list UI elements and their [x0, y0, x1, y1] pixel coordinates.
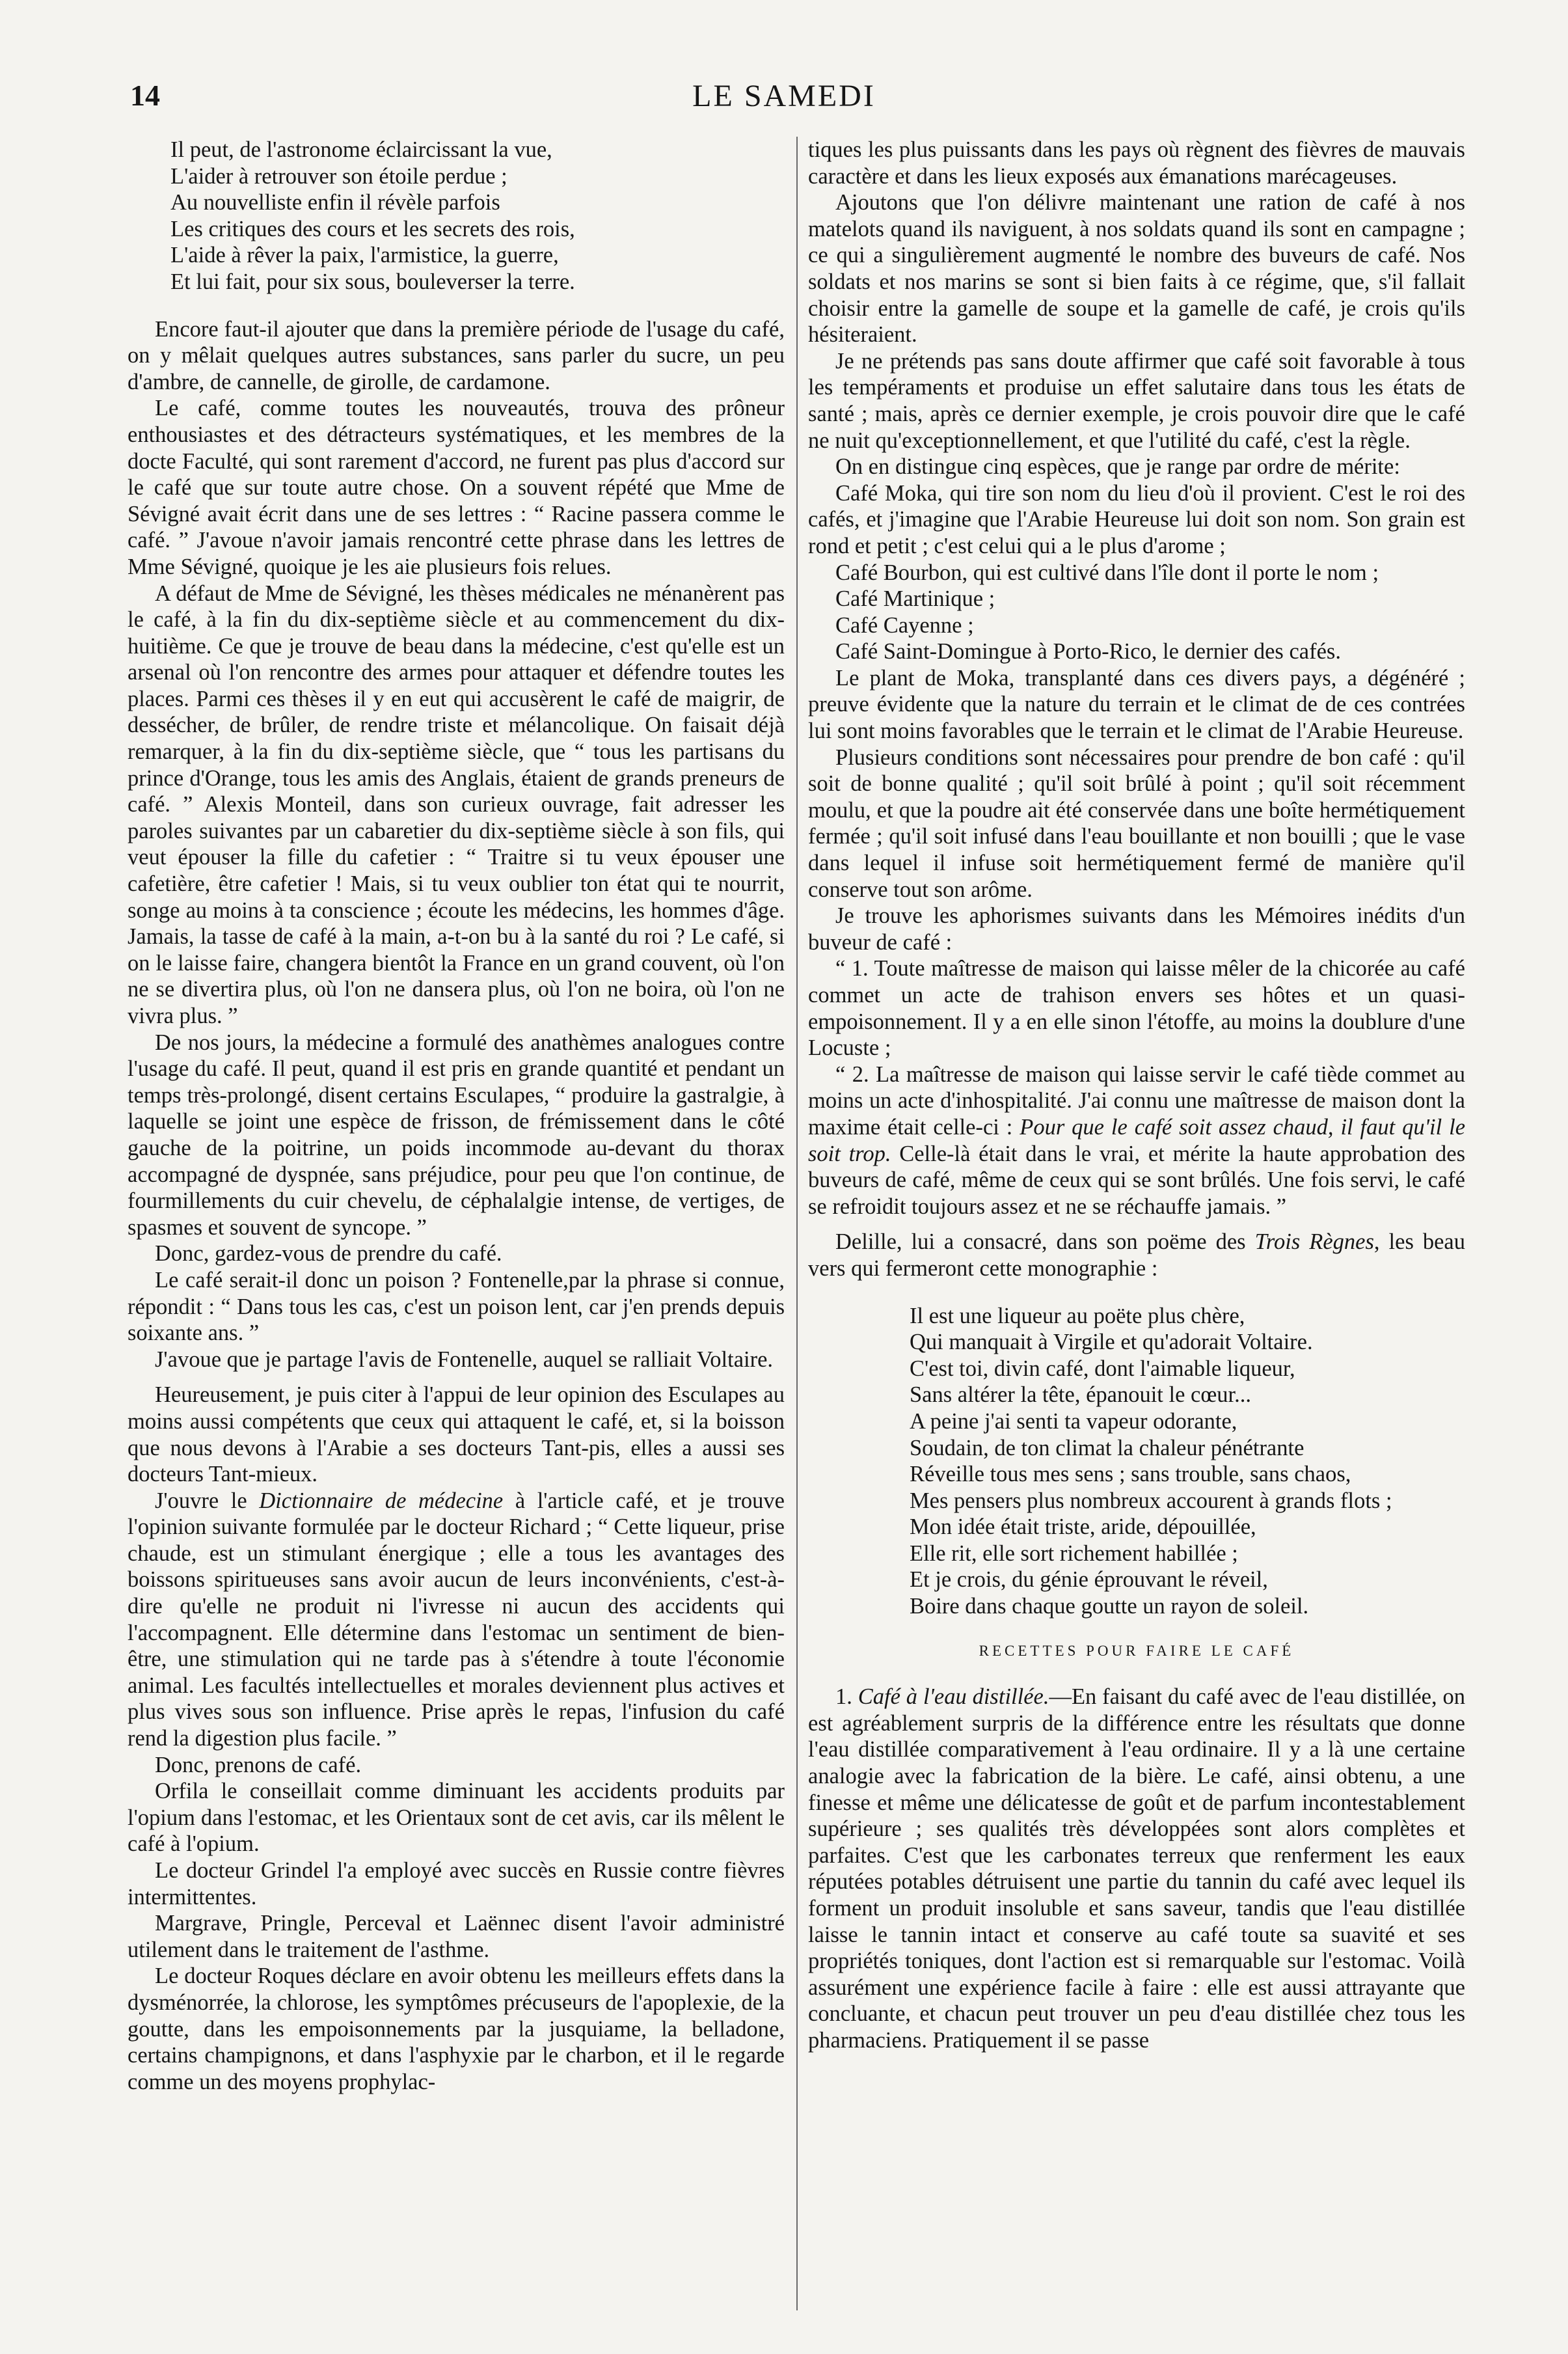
- maxim-quote: Pour que le café soit assez chaud, il faut qu'il le soit trop.: [808, 1114, 1466, 1166]
- paragraph: J'avoue que je partage l'avis de Fontenelle, auquel se ralliait Voltaire.: [155, 1347, 774, 1372]
- poem-line: Elle rit, elle sort richement habillée ;: [910, 1540, 1238, 1566]
- list-item: Café Cayenne ;: [835, 612, 974, 638]
- paragraph: A défaut de Mme de Sévigné, les thèses médicales ne ménanèrent pas le café, à la fin du dix-septième siècle et au commencement du dix-huitième. Ce que je trouve de beau dans la médecine, c'est qu'elle est un arsenal où l'on rencontre des armes pour attaquer et défendre toutes les places. Parmi ces thèses il y en eut qui accusèrent le café de maigrir, de dessécher, de brûler, de rendre triste et mélancolique. On faisait déjà remarquer, à la fin du dix-septième siècle, que “ tous les partisans du prince d'Orange, tous les amis des Anglais, étaient de grands preneurs de café. ” Alexis Monteil, dans son curieux ouvrage, fait adresser les paroles suivantes par un cabaretier du dix-septième siècle à son fils, qui veut épouser la fille du cafetier : “ Traitre si tu veux épouser une cafetière, être cafetier ! Mais, si tu veux oublier ton état qui te nourrit, songe au moins à ta conscience ; écoute les médecins, les hommes d'âge. Jamais, la tasse de café à la main, a-t-on bu à la santé du roi ? Le café, si on le laisse faire, changera bientôt la France en un grand couvent, où l'on ne se divertira plus, où l'on ne dansera plus, où l'on ne boira, où l'on ne vivra plus. ”: [128, 581, 785, 1028]
- paragraph: Orfila le conseillait comme diminuant les accidents produits par l'opium dans l'estomac, et les Orientaux sont de cet avis, car ils mêlent le café à l'opium.: [128, 1779, 785, 1857]
- poem-line: C'est toi, divin café, dont l'aimable liqueur,: [910, 1356, 1295, 1381]
- paragraph: Encore faut-il ajouter que dans la première période de l'usage du café, on y mêlait quelques autres substances, sans parler du sucre, un peu d'ambre, de cannelle, de girolle, de cardamone.: [128, 316, 785, 394]
- paragraph: Donc, prenons de café.: [155, 1752, 362, 1777]
- paragraph: Plusieurs conditions sont nécessaires pour prendre de bon café : qu'il soit de bonne qualité ; qu'il soit brûlé à point ; qu'il soit récemment moulu, et que la poudre ait été conservée dans une boîte hermétiquement fermée ; qu'il soit infusé dans l'eau bouillante et non bouilli ; que le vase dans lequel il infuse soit hermétiquement fermé de manière qu'il conserve tout son arôme.: [808, 745, 1465, 902]
- left-column: [128, 137, 785, 2095]
- paragraph: Le café serait-il donc un poison ? Fontenelle,par la phrase si connue, répondit : “ Dans tous les cas, c'est un poison lent, car j'en prends depuis soixante ans. ”: [128, 1267, 785, 1346]
- poem-line: Et lui fait, pour six sous, bouleverser la terre.: [170, 269, 575, 294]
- poem-line: Au nouvelliste enfin il révèle parfois: [170, 190, 500, 215]
- section-heading: RECETTES POUR FAIRE LE CAFÉ: [979, 1642, 1295, 1659]
- poem-line: A peine j'ai senti ta vapeur odorante,: [910, 1408, 1237, 1434]
- list-item: Café Saint-Domingue à Porto-Rico, le dernier des cafés.: [835, 639, 1341, 664]
- paragraph: Je trouve les aphorismes suivants dans les Mémoires inédits d'un buveur de café :: [808, 903, 1465, 955]
- poem-line: Boire dans chaque goutte un rayon de soleil.: [910, 1594, 1309, 1619]
- right-column: [808, 137, 1465, 2054]
- poem-line: Mon idée était triste, aride, dépouillée,: [910, 1514, 1256, 1540]
- dictionary-title: Dictionnaire de médecine: [259, 1488, 504, 1513]
- poem-title: Trois Règnes: [1254, 1229, 1374, 1255]
- list-item: Café Bourbon, qui est cultivé dans l'île dont il porte le nom ;: [835, 560, 1379, 585]
- closing-poem: [910, 1303, 1465, 1620]
- column-divider: [796, 137, 798, 2310]
- page-header: [0, 78, 1568, 124]
- poem-line: Mes pensers plus nombreux accourent à grands flots ;: [910, 1488, 1392, 1513]
- running-title: LE SAMEDI: [692, 79, 876, 113]
- list-item: Café Martinique ;: [835, 586, 995, 612]
- poem-line: L'aide à rêver la paix, l'armistice, la guerre,: [170, 243, 559, 268]
- page-number: 14: [130, 79, 160, 112]
- paragraph: Je ne prétends pas sans doute affirmer que café soit favorable à tous les tempéraments et produise un effet salutaire dans tous les états de santé ; mais, après ce dernier exemple, je crois pouvoir dire que le café ne nuit qu'exceptionnellement, et que l'utilité du café, c'est la règle.: [808, 348, 1465, 453]
- poem-line: Soudain, de ton climat la chaleur pénétrante: [910, 1435, 1304, 1460]
- paragraph: Ajoutons que l'on délivre maintenant une ration de café à nos matelots quand ils naviguent, à nos soldats quand ils sont en campagne ; ce qui a singulièrement augmenté le nombre des buveurs de café. Nos soldats et nos marins se sont si bien faits à ce régime, que, s'il fallait choisir entre la gamelle de soupe et la gamelle de café, je crois qu'ils hésiteraient.: [808, 190, 1465, 348]
- paragraph: “ 1. Toute maîtresse de maison qui laisse mêler de la chicorée au café commet un acte de trahison envers ses hôtes et un quasi-empoisonnement. Il y a en elle sinon l'étoffe, au moins la doublure d'une Locuste ;: [808, 956, 1465, 1061]
- poem-line: Les critiques des cours et les secrets des rois,: [170, 216, 575, 241]
- paragraph: Margrave, Pringle, Perceval et Laënnec disent l'avoir administré utilement dans le traitement de l'asthme.: [128, 1911, 785, 1962]
- paragraph: J'ouvre le Dictionnaire de médecine à l'article café, et je trouve l'opinion suivante formulée par le docteur Richard ; “ Cette liqueur, prise chaude, est un stimulant énergique ; elle a tous les avantages des boissons spiritueuses sans avoir aucun de leurs inconvénients, c'est-à-dire qu'elle ne produit ni l'ivresse ni aucun des accidents qui l'accompagnent. Elle détermine dans l'estomac un sentiment de bien-être, une stimulation qui ne tarde pas à s'étendre à toute l'économie animal. Les facultés intellectuelles et morales deviennent plus actives et plus vives sous son influence. Prise après le repas, l'infusion du café rend la digestion plus facile. ”: [128, 1488, 785, 1751]
- poem-line: L'aider à retrouver son étoile perdue ;: [170, 163, 507, 189]
- recipe-title: Café à l'eau distillée.: [858, 1684, 1049, 1710]
- paragraph: Le docteur Grindel l'a employé avec succès en Russie contre fièvres intermittentes.: [128, 1858, 785, 1909]
- paragraph: On en distingue cinq espèces, que je range par ordre de mérite:: [835, 454, 1400, 480]
- poem-line: Réveille tous mes sens ; sans trouble, sans chaos,: [910, 1462, 1351, 1487]
- poem-line: Sans altérer la tête, épanouit le cœur...: [910, 1382, 1251, 1408]
- paragraph: Le café, comme toutes les nouveautés, trouva des prôneur enthousiastes et des détracteurs systématiques, et les membres de la docte Faculté, qui sont rarement d'accord, ne furent pas plus d'accord sur le café que sur toute autre chose. On a souvent répété que Mme de Sévigné avait écrit dans une de ses lettres : “ Racine passera comme le café. ” J'avoue n'avoir jamais rencontré cette phrase dans les lettres de Mme Sévigné, quoique je les aie plusieurs fois relues.: [128, 396, 785, 579]
- paragraph: 1. Café à l'eau distillée.—En faisant du café avec de l'eau distillée, on est agréablement surpris de la différence entre les résultats que donne l'eau distillée comparativement à l'eau ordinaire. Il y a là une certaine analogie avec la fabrication de la bière. Le café, ainsi obtenu, a une finesse et même une délicatesse de goût et de parfum incontestablement supérieure ; ses qualités très développées sont alors complètes et parfaites. C'est que les carbonates terreux que renferment les eaux réputées potables détruisent une partie du tannin du café avec lequel ils forment un produit insoluble et sans saveur, tandis que l'eau distillée laisse le tannin intact et conserve au café toute sa suavité et ses propriétés toniques, dont l'action est si remarquable sur l'estomac. Voilà assurément une expérience facile à faire : elle est aussi attrayante que concluante, et chacun peut trouver un peu d'eau distillée chez tous les pharmaciens. Pratiquement il se passe: [808, 1684, 1465, 2053]
- poem-line: Qui manquait à Virgile et qu'adorait Voltaire.: [910, 1330, 1313, 1355]
- paragraph: De nos jours, la médecine a formulé des anathèmes analogues contre l'usage du café. Il peut, quand il est pris en grande quantité et pendant un temps très-prolongé, disent certains Esculapes, “ produire la gastralgie, à laquelle se joint une espèce de frisson, de frémissement dans le côté gauche de la poitrine, un poids incommode au-devant du thorax accompagné de dyspnée, sans préjudice, pour peu que l'on continue, de fourmillements du cuir chevelu, de céphalalgie intense, de vertiges, de spasmes et souvent de syncope. ”: [128, 1030, 785, 1240]
- paragraph: Donc, gardez-vous de prendre du café.: [155, 1241, 502, 1266]
- poem-line: Et je crois, du génie éprouvant le réveil,: [910, 1567, 1268, 1593]
- paragraph: tiques les plus puissants dans les pays où règnent des fièvres de mauvais caractère et dans les lieux exposés aux émanations marécageuses.: [808, 137, 1465, 189]
- poem-line: Il peut, de l'astronome éclaircissant la vue,: [170, 137, 552, 162]
- poem-line: Il est une liqueur au poëte plus chère,: [910, 1303, 1245, 1328]
- paragraph: Delille, lui a consacré, dans son poëme des Trois Règnes, les beau vers qui fermeront cette monographie :: [808, 1229, 1465, 1281]
- paragraph: Le docteur Roques déclare en avoir obtenu les meilleurs effets dans la dysménorrée, la chlorose, les symptômes précuseurs de l'apoplexie, de la goutte, dans les empoisonnements par la jusquiame, la belladone, certains champignons, et dans l'asphyxie par le charbon, et il le regarde comme un des moyens prophylac-: [128, 1964, 785, 2094]
- paragraph: Le plant de Moka, transplanté dans ces divers pays, a dégénéré ; preuve évidente que la nature du terrain et le climat de de ces contrées lui sont moins favorables que le terrain et le climat de l'Arabie Heureuse.: [808, 665, 1465, 744]
- opening-poem: [170, 137, 785, 295]
- paragraph: Heureusement, je puis citer à l'appui de leur opinion des Esculapes au moins aussi compétents que ceux qui attaquent le café, et, si la boisson que nous devons à l'Arabie a ses docteurs Tant-pis, elles a aussi ses docteurs Tant-mieux.: [128, 1382, 785, 1487]
- paragraph: Café Moka, qui tire son nom du lieu d'où il provient. C'est le roi des cafés, et j'imagine que l'Arabie Heureuse lui doit son nom. Son grain est rond et petit ; c'est celui qui a le plus d'arome ;: [808, 480, 1465, 558]
- paragraph: “ 2. La maîtresse de maison qui laisse servir le café tiède commet au moins un acte d'inhospitalité. J'ai connu une maîtresse de maison dont la maxime était celle-ci : Pour que le café soit assez chaud, il faut qu'il le soit trop. Celle-là était dans le vrai, et mérite la haute approbation des buveurs de café, même de ceux qui se sont brûlés. Une fois servi, le café se refroidit toujours assez et ne se réchauffe jamais. ”: [808, 1061, 1466, 1219]
